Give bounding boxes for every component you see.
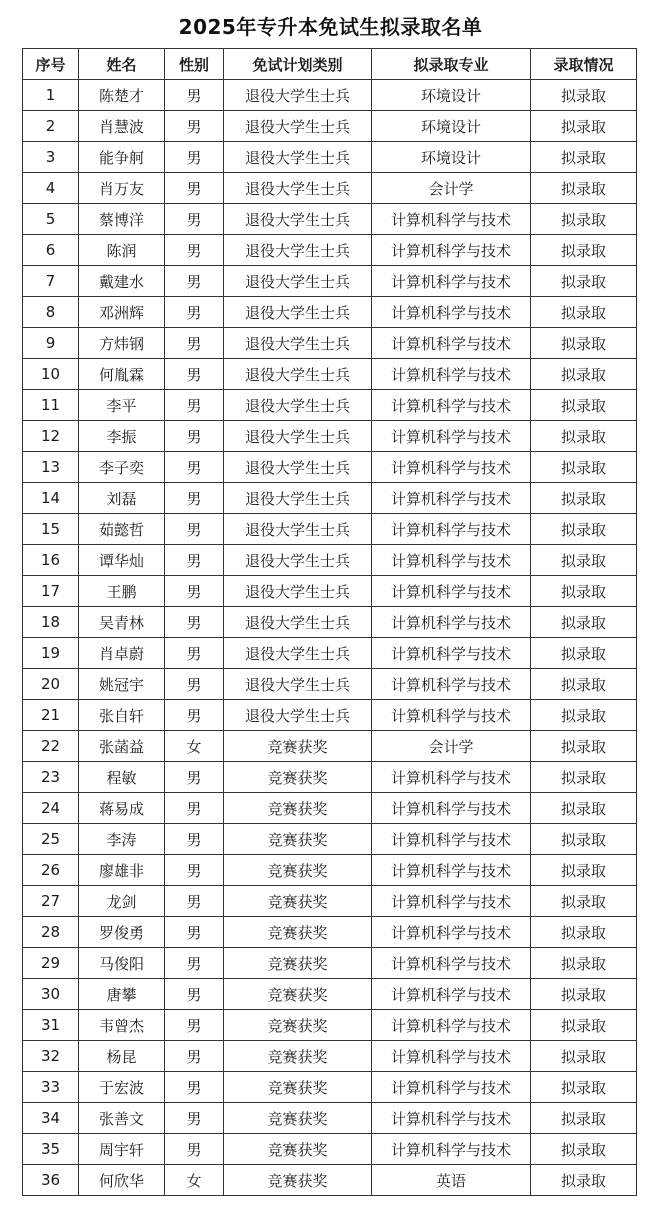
cell-serial-number: 32 xyxy=(23,1041,79,1072)
cell-name: 邓洲辉 xyxy=(79,297,165,328)
cell-serial-number: 4 xyxy=(23,173,79,204)
cell-major: 计算机科学与技术 xyxy=(372,328,531,359)
table-row xyxy=(23,514,637,545)
cell-serial-number: 1 xyxy=(23,80,79,111)
cell-exemption-category: 退役大学生士兵 xyxy=(224,297,372,328)
cell-name: 韦曾杰 xyxy=(79,1010,165,1041)
cell-gender: 男 xyxy=(165,390,224,421)
cell-name: 周宇轩 xyxy=(79,1134,165,1165)
cell-admission-status: 拟录取 xyxy=(531,142,637,173)
cell-gender: 男 xyxy=(165,483,224,514)
cell-admission-status: 拟录取 xyxy=(531,421,637,452)
cell-serial-number: 23 xyxy=(23,762,79,793)
cell-exemption-category: 退役大学生士兵 xyxy=(224,638,372,669)
table-row xyxy=(23,421,637,452)
cell-admission-status: 拟录取 xyxy=(531,1134,637,1165)
cell-gender: 男 xyxy=(165,1103,224,1134)
cell-major: 环境设计 xyxy=(372,111,531,142)
table-row xyxy=(23,793,637,824)
table-row xyxy=(23,235,637,266)
cell-major: 计算机科学与技术 xyxy=(372,235,531,266)
cell-serial-number: 34 xyxy=(23,1103,79,1134)
cell-admission-status: 拟录取 xyxy=(531,204,637,235)
cell-exemption-category: 竞赛获奖 xyxy=(224,1165,372,1196)
cell-major: 计算机科学与技术 xyxy=(372,700,531,731)
cell-name: 蔡博洋 xyxy=(79,204,165,235)
cell-gender: 男 xyxy=(165,452,224,483)
table-row xyxy=(23,1134,637,1165)
cell-gender: 男 xyxy=(165,576,224,607)
cell-major: 英语 xyxy=(372,1165,531,1196)
cell-admission-status: 拟录取 xyxy=(531,235,637,266)
cell-exemption-category: 退役大学生士兵 xyxy=(224,173,372,204)
table-row xyxy=(23,762,637,793)
cell-serial-number: 2 xyxy=(23,111,79,142)
cell-admission-status: 拟录取 xyxy=(531,731,637,762)
cell-name: 李振 xyxy=(79,421,165,452)
table-row xyxy=(23,824,637,855)
table-row xyxy=(23,483,637,514)
cell-major: 计算机科学与技术 xyxy=(372,204,531,235)
cell-serial-number: 15 xyxy=(23,514,79,545)
cell-gender: 男 xyxy=(165,638,224,669)
cell-exemption-category: 竞赛获奖 xyxy=(224,979,372,1010)
cell-admission-status: 拟录取 xyxy=(531,80,637,111)
cell-name: 李平 xyxy=(79,390,165,421)
table-row xyxy=(23,173,637,204)
cell-exemption-category: 竞赛获奖 xyxy=(224,886,372,917)
cell-admission-status: 拟录取 xyxy=(531,793,637,824)
cell-major: 计算机科学与技术 xyxy=(372,359,531,390)
header-gender: 性别 xyxy=(165,49,224,80)
table-row xyxy=(23,452,637,483)
table-row xyxy=(23,80,637,111)
cell-gender: 男 xyxy=(165,421,224,452)
cell-name: 廖雄非 xyxy=(79,855,165,886)
cell-serial-number: 35 xyxy=(23,1134,79,1165)
cell-exemption-category: 退役大学生士兵 xyxy=(224,390,372,421)
page-title: 2025年专升本免试生拟录取名单 xyxy=(178,15,483,39)
cell-gender: 男 xyxy=(165,142,224,173)
cell-exemption-category: 退役大学生士兵 xyxy=(224,452,372,483)
cell-name: 刘磊 xyxy=(79,483,165,514)
cell-admission-status: 拟录取 xyxy=(531,1072,637,1103)
cell-exemption-category: 退役大学生士兵 xyxy=(224,204,372,235)
cell-name: 杨昆 xyxy=(79,1041,165,1072)
cell-name: 张善文 xyxy=(79,1103,165,1134)
cell-gender: 男 xyxy=(165,235,224,266)
table-row xyxy=(23,1103,637,1134)
cell-gender: 男 xyxy=(165,607,224,638)
cell-major: 计算机科学与技术 xyxy=(372,793,531,824)
cell-exemption-category: 竞赛获奖 xyxy=(224,762,372,793)
cell-major: 计算机科学与技术 xyxy=(372,917,531,948)
cell-gender: 男 xyxy=(165,111,224,142)
cell-name: 何欣华 xyxy=(79,1165,165,1196)
cell-name: 肖慧波 xyxy=(79,111,165,142)
table-row xyxy=(23,855,637,886)
cell-name: 肖卓蔚 xyxy=(79,638,165,669)
admission-table xyxy=(22,48,637,1196)
cell-exemption-category: 退役大学生士兵 xyxy=(224,700,372,731)
cell-major: 计算机科学与技术 xyxy=(372,638,531,669)
cell-serial-number: 6 xyxy=(23,235,79,266)
cell-gender: 女 xyxy=(165,1165,224,1196)
cell-exemption-category: 竞赛获奖 xyxy=(224,1041,372,1072)
cell-admission-status: 拟录取 xyxy=(531,917,637,948)
cell-exemption-category: 退役大学生士兵 xyxy=(224,111,372,142)
cell-name: 戴建水 xyxy=(79,266,165,297)
cell-exemption-category: 退役大学生士兵 xyxy=(224,266,372,297)
table-row xyxy=(23,297,637,328)
cell-serial-number: 29 xyxy=(23,948,79,979)
table-row xyxy=(23,328,637,359)
cell-gender: 男 xyxy=(165,700,224,731)
cell-exemption-category: 竞赛获奖 xyxy=(224,731,372,762)
cell-admission-status: 拟录取 xyxy=(531,1041,637,1072)
cell-exemption-category: 退役大学生士兵 xyxy=(224,607,372,638)
cell-serial-number: 21 xyxy=(23,700,79,731)
cell-admission-status: 拟录取 xyxy=(531,948,637,979)
cell-admission-status: 拟录取 xyxy=(531,173,637,204)
cell-major: 计算机科学与技术 xyxy=(372,948,531,979)
cell-serial-number: 36 xyxy=(23,1165,79,1196)
cell-gender: 男 xyxy=(165,917,224,948)
cell-gender: 男 xyxy=(165,1041,224,1072)
cell-exemption-category: 退役大学生士兵 xyxy=(224,235,372,266)
cell-name: 谭华灿 xyxy=(79,545,165,576)
cell-serial-number: 24 xyxy=(23,793,79,824)
cell-major: 计算机科学与技术 xyxy=(372,266,531,297)
cell-exemption-category: 竞赛获奖 xyxy=(224,793,372,824)
cell-serial-number: 33 xyxy=(23,1072,79,1103)
cell-serial-number: 16 xyxy=(23,545,79,576)
cell-exemption-category: 退役大学生士兵 xyxy=(224,142,372,173)
table-row xyxy=(23,266,637,297)
cell-name: 于宏波 xyxy=(79,1072,165,1103)
cell-serial-number: 9 xyxy=(23,328,79,359)
table-row xyxy=(23,948,637,979)
table-row xyxy=(23,1165,637,1196)
cell-major: 计算机科学与技术 xyxy=(372,669,531,700)
cell-exemption-category: 退役大学生士兵 xyxy=(224,514,372,545)
cell-exemption-category: 竞赛获奖 xyxy=(224,1010,372,1041)
cell-serial-number: 17 xyxy=(23,576,79,607)
cell-exemption-category: 退役大学生士兵 xyxy=(224,576,372,607)
cell-admission-status: 拟录取 xyxy=(531,483,637,514)
header-name: 姓名 xyxy=(79,49,165,80)
table-row xyxy=(23,638,637,669)
cell-admission-status: 拟录取 xyxy=(531,266,637,297)
cell-exemption-category: 退役大学生士兵 xyxy=(224,421,372,452)
cell-gender: 男 xyxy=(165,1072,224,1103)
cell-admission-status: 拟录取 xyxy=(531,1103,637,1134)
cell-gender: 男 xyxy=(165,979,224,1010)
cell-major: 计算机科学与技术 xyxy=(372,607,531,638)
table-row xyxy=(23,359,637,390)
cell-admission-status: 拟录取 xyxy=(531,297,637,328)
cell-exemption-category: 竞赛获奖 xyxy=(224,824,372,855)
table-row xyxy=(23,731,637,762)
cell-gender: 男 xyxy=(165,328,224,359)
cell-admission-status: 拟录取 xyxy=(531,824,637,855)
cell-exemption-category: 退役大学生士兵 xyxy=(224,359,372,390)
cell-name: 张自轩 xyxy=(79,700,165,731)
cell-admission-status: 拟录取 xyxy=(531,979,637,1010)
cell-major: 计算机科学与技术 xyxy=(372,762,531,793)
cell-exemption-category: 竞赛获奖 xyxy=(224,855,372,886)
cell-major: 环境设计 xyxy=(372,142,531,173)
cell-major: 计算机科学与技术 xyxy=(372,1010,531,1041)
cell-major: 计算机科学与技术 xyxy=(372,824,531,855)
cell-major: 计算机科学与技术 xyxy=(372,545,531,576)
table-row xyxy=(23,111,637,142)
cell-admission-status: 拟录取 xyxy=(531,669,637,700)
cell-serial-number: 8 xyxy=(23,297,79,328)
cell-major: 环境设计 xyxy=(372,80,531,111)
cell-exemption-category: 退役大学生士兵 xyxy=(224,545,372,576)
cell-admission-status: 拟录取 xyxy=(531,328,637,359)
cell-gender: 男 xyxy=(165,948,224,979)
cell-admission-status: 拟录取 xyxy=(531,607,637,638)
cell-serial-number: 11 xyxy=(23,390,79,421)
cell-gender: 男 xyxy=(165,297,224,328)
cell-gender: 男 xyxy=(165,762,224,793)
table-header xyxy=(23,49,637,80)
cell-exemption-category: 退役大学生士兵 xyxy=(224,483,372,514)
cell-name: 罗俊勇 xyxy=(79,917,165,948)
cell-major: 计算机科学与技术 xyxy=(372,1134,531,1165)
cell-name: 茹懿哲 xyxy=(79,514,165,545)
cell-admission-status: 拟录取 xyxy=(531,452,637,483)
cell-major: 计算机科学与技术 xyxy=(372,483,531,514)
cell-exemption-category: 竞赛获奖 xyxy=(224,1134,372,1165)
header-major: 拟录取专业 xyxy=(372,49,531,80)
cell-gender: 男 xyxy=(165,1134,224,1165)
cell-serial-number: 12 xyxy=(23,421,79,452)
cell-major: 计算机科学与技术 xyxy=(372,1072,531,1103)
table-row xyxy=(23,1041,637,1072)
cell-name: 蒋易成 xyxy=(79,793,165,824)
cell-gender: 男 xyxy=(165,545,224,576)
table-row xyxy=(23,700,637,731)
cell-serial-number: 19 xyxy=(23,638,79,669)
cell-name: 陈润 xyxy=(79,235,165,266)
cell-major: 计算机科学与技术 xyxy=(372,452,531,483)
cell-major: 计算机科学与技术 xyxy=(372,979,531,1010)
cell-admission-status: 拟录取 xyxy=(531,514,637,545)
cell-name: 李涛 xyxy=(79,824,165,855)
table-row xyxy=(23,607,637,638)
cell-gender: 男 xyxy=(165,1010,224,1041)
cell-major: 计算机科学与技术 xyxy=(372,297,531,328)
cell-admission-status: 拟录取 xyxy=(531,762,637,793)
cell-serial-number: 5 xyxy=(23,204,79,235)
cell-serial-number: 30 xyxy=(23,979,79,1010)
cell-gender: 男 xyxy=(165,824,224,855)
cell-gender: 男 xyxy=(165,886,224,917)
cell-name: 能争舸 xyxy=(79,142,165,173)
cell-serial-number: 3 xyxy=(23,142,79,173)
table-row xyxy=(23,545,637,576)
header-serial-number: 序号 xyxy=(23,49,79,80)
cell-admission-status: 拟录取 xyxy=(531,886,637,917)
cell-serial-number: 25 xyxy=(23,824,79,855)
cell-admission-status: 拟录取 xyxy=(531,1165,637,1196)
cell-major: 会计学 xyxy=(372,731,531,762)
cell-serial-number: 14 xyxy=(23,483,79,514)
cell-major: 计算机科学与技术 xyxy=(372,855,531,886)
cell-name: 何胤霖 xyxy=(79,359,165,390)
cell-name: 陈楚才 xyxy=(79,80,165,111)
cell-exemption-category: 竞赛获奖 xyxy=(224,917,372,948)
cell-name: 肖万友 xyxy=(79,173,165,204)
cell-gender: 男 xyxy=(165,514,224,545)
cell-serial-number: 22 xyxy=(23,731,79,762)
cell-gender: 男 xyxy=(165,80,224,111)
cell-serial-number: 27 xyxy=(23,886,79,917)
cell-serial-number: 10 xyxy=(23,359,79,390)
cell-gender: 男 xyxy=(165,359,224,390)
cell-name: 张菡益 xyxy=(79,731,165,762)
cell-name: 王鹏 xyxy=(79,576,165,607)
cell-major: 计算机科学与技术 xyxy=(372,576,531,607)
cell-name: 姚冠宇 xyxy=(79,669,165,700)
cell-gender: 女 xyxy=(165,731,224,762)
cell-major: 计算机科学与技术 xyxy=(372,514,531,545)
cell-gender: 男 xyxy=(165,669,224,700)
cell-serial-number: 7 xyxy=(23,266,79,297)
cell-major: 会计学 xyxy=(372,173,531,204)
table-row xyxy=(23,917,637,948)
table-row xyxy=(23,1072,637,1103)
table-row xyxy=(23,204,637,235)
cell-exemption-category: 退役大学生士兵 xyxy=(224,669,372,700)
cell-admission-status: 拟录取 xyxy=(531,111,637,142)
cell-exemption-category: 退役大学生士兵 xyxy=(224,80,372,111)
cell-gender: 男 xyxy=(165,204,224,235)
table-row xyxy=(23,576,637,607)
cell-admission-status: 拟录取 xyxy=(531,545,637,576)
cell-major: 计算机科学与技术 xyxy=(372,390,531,421)
cell-admission-status: 拟录取 xyxy=(531,700,637,731)
cell-gender: 男 xyxy=(165,793,224,824)
cell-exemption-category: 竞赛获奖 xyxy=(224,1103,372,1134)
cell-serial-number: 26 xyxy=(23,855,79,886)
table-row xyxy=(23,390,637,421)
cell-major: 计算机科学与技术 xyxy=(372,1103,531,1134)
cell-name: 唐攀 xyxy=(79,979,165,1010)
header-admission-status: 录取情况 xyxy=(531,49,637,80)
cell-exemption-category: 竞赛获奖 xyxy=(224,948,372,979)
header-row xyxy=(23,49,637,80)
cell-major: 计算机科学与技术 xyxy=(372,421,531,452)
cell-admission-status: 拟录取 xyxy=(531,359,637,390)
cell-major: 计算机科学与技术 xyxy=(372,1041,531,1072)
table-row xyxy=(23,142,637,173)
table-row xyxy=(23,979,637,1010)
cell-name: 李子奕 xyxy=(79,452,165,483)
cell-gender: 男 xyxy=(165,173,224,204)
cell-name: 马俊阳 xyxy=(79,948,165,979)
table-body xyxy=(23,80,637,1196)
header-exemption-category: 免试计划类别 xyxy=(224,49,372,80)
cell-exemption-category: 退役大学生士兵 xyxy=(224,328,372,359)
cell-admission-status: 拟录取 xyxy=(531,390,637,421)
cell-exemption-category: 竞赛获奖 xyxy=(224,1072,372,1103)
cell-gender: 男 xyxy=(165,855,224,886)
cell-name: 程敏 xyxy=(79,762,165,793)
cell-admission-status: 拟录取 xyxy=(531,638,637,669)
cell-name: 方炜钢 xyxy=(79,328,165,359)
cell-serial-number: 20 xyxy=(23,669,79,700)
cell-serial-number: 28 xyxy=(23,917,79,948)
cell-name: 龙剑 xyxy=(79,886,165,917)
cell-admission-status: 拟录取 xyxy=(531,576,637,607)
cell-serial-number: 13 xyxy=(23,452,79,483)
table-row xyxy=(23,669,637,700)
table-row xyxy=(23,1010,637,1041)
cell-admission-status: 拟录取 xyxy=(531,855,637,886)
table-row xyxy=(23,886,637,917)
cell-admission-status: 拟录取 xyxy=(531,1010,637,1041)
cell-serial-number: 18 xyxy=(23,607,79,638)
cell-serial-number: 31 xyxy=(23,1010,79,1041)
cell-major: 计算机科学与技术 xyxy=(372,886,531,917)
cell-name: 吴青林 xyxy=(79,607,165,638)
cell-gender: 男 xyxy=(165,266,224,297)
